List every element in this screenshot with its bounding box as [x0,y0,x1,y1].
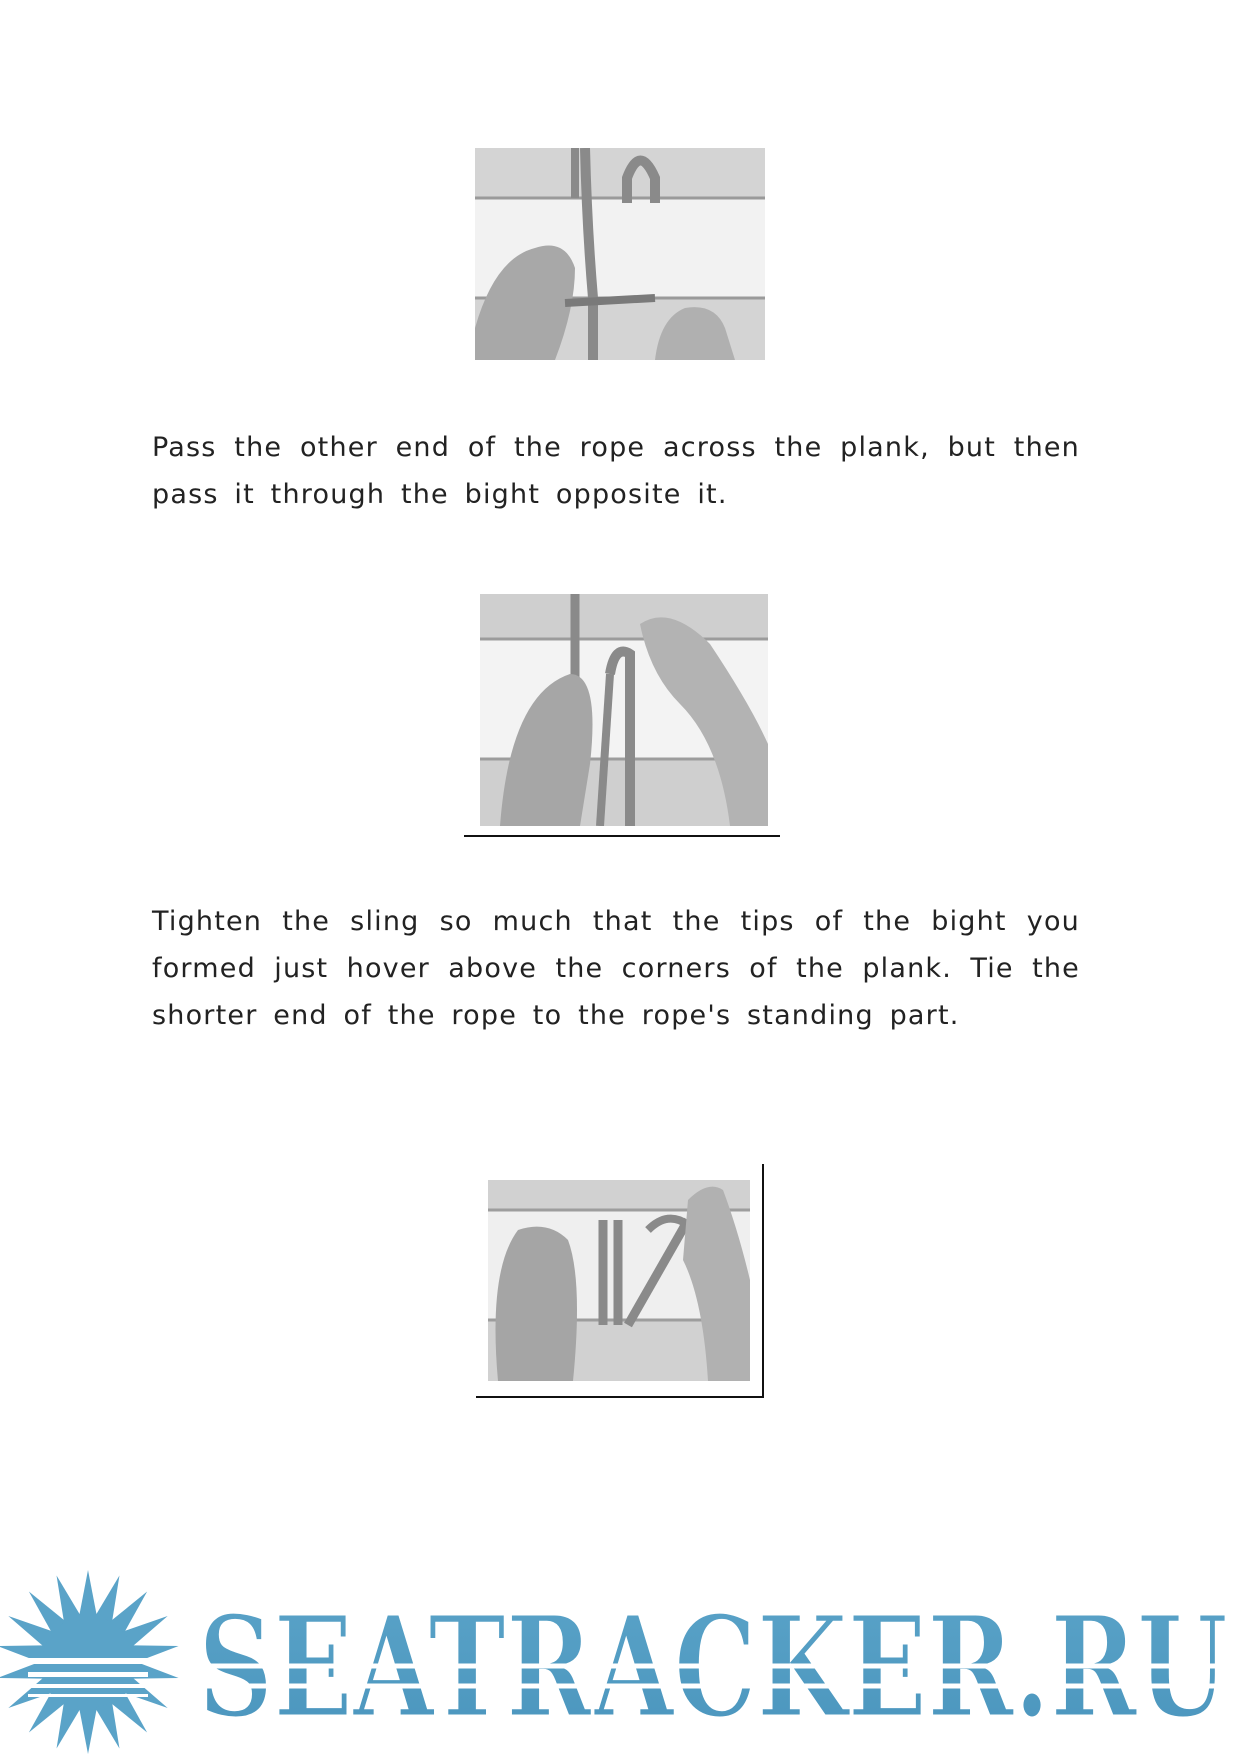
step-photo-3 [488,1180,750,1381]
photo-2-underline [464,835,780,837]
photo-3-frame-bottom [476,1396,764,1398]
step-photo-1 [475,148,765,360]
step-photo-2 [480,594,768,826]
step-text-2: Tighten the sling so much that the tips of the bight you formed just hover above the corners of the plank. Tie the shorter end of the rope to the rope's standing part. [152,906,1080,1031]
step-text-1: Pass the other end of the rope across the plank, but then pass it through the bight opposite it. [152,432,1080,510]
photo-3-frame-right [762,1164,764,1398]
logo-wordmark [198,1604,1228,1734]
logo-text: SEATRACKER.RU [198,1604,1228,1734]
